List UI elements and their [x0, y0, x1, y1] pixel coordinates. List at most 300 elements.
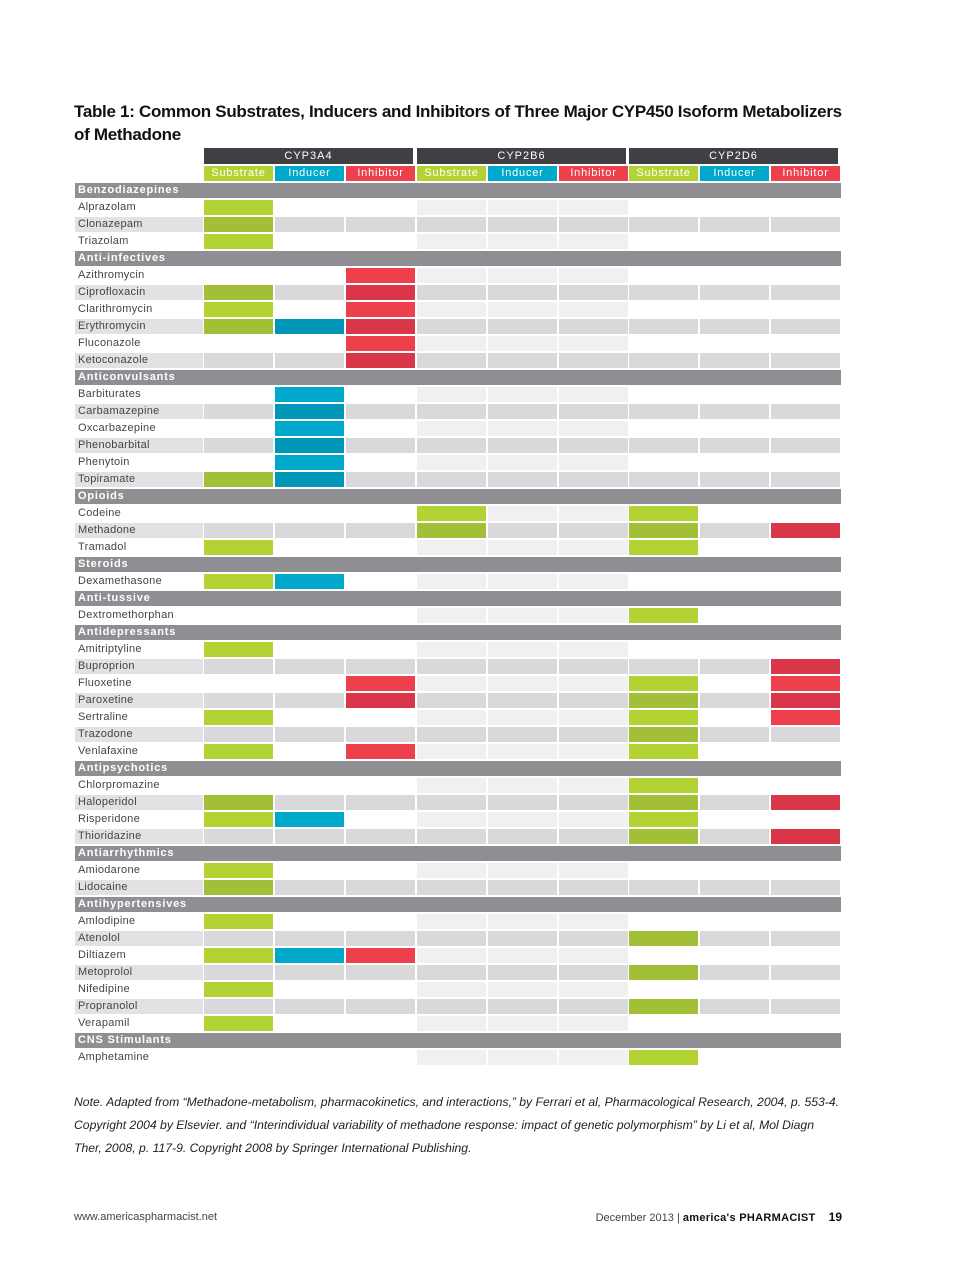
- matrix-cell: [275, 812, 344, 827]
- matrix-cell: [771, 999, 840, 1014]
- matrix-cell: [488, 421, 557, 436]
- matrix-cell: [275, 438, 344, 453]
- matrix-cell: [488, 285, 557, 300]
- matrix-cell: [417, 1016, 486, 1031]
- drug-name: Paroxetine: [78, 694, 134, 706]
- matrix-cell: [417, 353, 486, 368]
- matrix-cell: [204, 506, 273, 521]
- category-row: Anti-tussive: [75, 591, 841, 606]
- matrix-cell: [275, 1050, 344, 1065]
- role-header: Substrate: [417, 166, 486, 181]
- matrix-cell: [275, 931, 344, 946]
- matrix-cell: [559, 982, 628, 997]
- matrix-cell: [629, 829, 698, 844]
- matrix-cell: [559, 710, 628, 725]
- drug-name: Carbamazepine: [78, 405, 160, 417]
- matrix-cell: [346, 404, 415, 419]
- matrix-cell: [204, 319, 273, 334]
- drug-name: Amphetamine: [78, 1051, 150, 1063]
- matrix-cell: [204, 472, 273, 487]
- matrix-cell: [488, 472, 557, 487]
- matrix-cell: [417, 234, 486, 249]
- isoform-header: CYP2D6: [629, 148, 838, 164]
- drug-name: Fluoxetine: [78, 677, 132, 689]
- matrix-cell: [204, 710, 273, 725]
- matrix-cell: [629, 642, 698, 657]
- matrix-cell: [700, 455, 769, 470]
- matrix-cell: [488, 608, 557, 623]
- matrix-cell: [204, 234, 273, 249]
- matrix-cell: [346, 540, 415, 555]
- matrix-cell: [346, 217, 415, 232]
- matrix-cell: [275, 778, 344, 793]
- matrix-cell: [204, 693, 273, 708]
- matrix-cell: [417, 285, 486, 300]
- matrix-cell: [204, 1050, 273, 1065]
- matrix-cell: [346, 1050, 415, 1065]
- matrix-cell: [700, 710, 769, 725]
- drug-name: Amlodipine: [78, 915, 136, 927]
- matrix-cell: [346, 421, 415, 436]
- matrix-cell: [700, 387, 769, 402]
- matrix-cell: [346, 268, 415, 283]
- matrix-cell: [417, 880, 486, 895]
- matrix-cell: [771, 217, 840, 232]
- drug-name: Thioridazine: [78, 830, 142, 842]
- category-row: Opioids: [75, 489, 841, 504]
- matrix-cell: [275, 914, 344, 929]
- matrix-cell: [629, 965, 698, 980]
- drug-name: Diltiazem: [78, 949, 126, 961]
- matrix-cell: [700, 1016, 769, 1031]
- matrix-cell: [559, 914, 628, 929]
- matrix-cell: [629, 319, 698, 334]
- matrix-cell: [629, 999, 698, 1014]
- matrix-cell: [488, 863, 557, 878]
- drug-name: Azithromycin: [78, 269, 145, 281]
- matrix-cell: [629, 353, 698, 368]
- matrix-cell: [417, 1050, 486, 1065]
- matrix-cell: [771, 778, 840, 793]
- matrix-cell: [559, 727, 628, 742]
- matrix-cell: [275, 659, 344, 674]
- matrix-cell: [629, 710, 698, 725]
- matrix-cell: [204, 285, 273, 300]
- matrix-cell: [700, 931, 769, 946]
- table-title: Table 1: Common Substrates, Inducers and Inhibitors of Three Major CYP450 Isoform Metabolizers of Methadone: [74, 102, 842, 144]
- matrix-cell: [417, 642, 486, 657]
- matrix-cell: [771, 965, 840, 980]
- footer-issue: [596, 1210, 842, 1224]
- drug-name: Haloperidol: [78, 796, 137, 808]
- category-row: Antidepressants: [75, 625, 841, 640]
- matrix-cell: [417, 948, 486, 963]
- matrix-cell: [346, 727, 415, 742]
- matrix-cell: [275, 234, 344, 249]
- matrix-cell: [488, 234, 557, 249]
- matrix-cell: [204, 982, 273, 997]
- matrix-cell: [204, 863, 273, 878]
- drug-name: Fluconazole: [78, 337, 141, 349]
- matrix-cell: [771, 1016, 840, 1031]
- matrix-cell: [275, 948, 344, 963]
- matrix-cell: [346, 1016, 415, 1031]
- matrix-cell: [771, 336, 840, 351]
- category-row: Steroids: [75, 557, 841, 572]
- matrix-cell: [488, 778, 557, 793]
- matrix-cell: [417, 217, 486, 232]
- matrix-cell: [204, 574, 273, 589]
- matrix-cell: [204, 778, 273, 793]
- matrix-cell: [700, 302, 769, 317]
- matrix-cell: [488, 812, 557, 827]
- matrix-cell: [559, 642, 628, 657]
- matrix-cell: [488, 710, 557, 725]
- matrix-cell: [488, 1050, 557, 1065]
- matrix-cell: [417, 931, 486, 946]
- matrix-cell: [488, 659, 557, 674]
- matrix-cell: [417, 999, 486, 1014]
- matrix-cell: [700, 234, 769, 249]
- matrix-cell: [275, 727, 344, 742]
- matrix-cell: [204, 999, 273, 1014]
- matrix-cell: [771, 302, 840, 317]
- matrix-cell: [346, 914, 415, 929]
- matrix-cell: [559, 387, 628, 402]
- matrix-cell: [629, 523, 698, 538]
- matrix-cell: [559, 574, 628, 589]
- matrix-cell: [559, 812, 628, 827]
- drug-name: Nifedipine: [78, 983, 130, 995]
- matrix-cell: [346, 302, 415, 317]
- matrix-cell: [488, 404, 557, 419]
- drug-name: Atenolol: [78, 932, 121, 944]
- matrix-cell: [275, 710, 344, 725]
- page-number: 19: [828, 1210, 842, 1224]
- matrix-cell: [559, 829, 628, 844]
- matrix-cell: [488, 948, 557, 963]
- matrix-cell: [417, 829, 486, 844]
- matrix-cell: [559, 200, 628, 215]
- category-row: Anticonvulsants: [75, 370, 841, 385]
- matrix-cell: [417, 387, 486, 402]
- matrix-cell: [275, 982, 344, 997]
- matrix-cell: [700, 965, 769, 980]
- matrix-cell: [488, 829, 557, 844]
- drug-name: Clonazepam: [78, 218, 143, 230]
- matrix-cell: [559, 319, 628, 334]
- matrix-cell: [204, 931, 273, 946]
- footer-date: December 2013: [595, 1212, 674, 1224]
- matrix-cell: [700, 676, 769, 691]
- matrix-cell: [204, 455, 273, 470]
- matrix-cell: [275, 506, 344, 521]
- matrix-cell: [629, 387, 698, 402]
- matrix-cell: [488, 523, 557, 538]
- matrix-cell: [417, 268, 486, 283]
- matrix-cell: [346, 336, 415, 351]
- matrix-cell: [771, 880, 840, 895]
- matrix-cell: [771, 642, 840, 657]
- matrix-cell: [417, 523, 486, 538]
- drug-name: Barbiturates: [78, 388, 141, 400]
- drug-name: Dextromethorphan: [78, 609, 174, 621]
- matrix-cell: [700, 506, 769, 521]
- matrix-cell: [700, 540, 769, 555]
- matrix-cell: [275, 642, 344, 657]
- matrix-cell: [771, 608, 840, 623]
- matrix-cell: [700, 336, 769, 351]
- matrix-cell: [346, 863, 415, 878]
- matrix-cell: [700, 948, 769, 963]
- matrix-cell: [346, 438, 415, 453]
- matrix-cell: [771, 234, 840, 249]
- matrix-cell: [559, 659, 628, 674]
- matrix-cell: [629, 574, 698, 589]
- matrix-cell: [559, 931, 628, 946]
- matrix-cell: [417, 438, 486, 453]
- matrix-cell: [417, 421, 486, 436]
- matrix-cell: [417, 693, 486, 708]
- matrix-cell: [417, 455, 486, 470]
- matrix-cell: [346, 608, 415, 623]
- matrix-cell: [700, 727, 769, 742]
- role-header: Inhibitor: [771, 166, 840, 181]
- matrix-cell: [346, 642, 415, 657]
- matrix-cell: [629, 948, 698, 963]
- matrix-cell: [559, 438, 628, 453]
- matrix-cell: [417, 710, 486, 725]
- drug-name: Trazodone: [78, 728, 133, 740]
- matrix-cell: [700, 778, 769, 793]
- matrix-cell: [417, 965, 486, 980]
- matrix-cell: [629, 880, 698, 895]
- matrix-cell: [417, 914, 486, 929]
- matrix-cell: [629, 1016, 698, 1031]
- matrix-cell: [700, 795, 769, 810]
- matrix-cell: [700, 863, 769, 878]
- matrix-cell: [771, 438, 840, 453]
- drug-name: Phenytoin: [78, 456, 130, 468]
- matrix-cell: [488, 999, 557, 1014]
- matrix-cell: [559, 1050, 628, 1065]
- matrix-cell: [204, 1016, 273, 1031]
- matrix-cell: [275, 217, 344, 232]
- matrix-cell: [559, 540, 628, 555]
- matrix-cell: [629, 285, 698, 300]
- matrix-cell: [275, 829, 344, 844]
- matrix-cell: [488, 319, 557, 334]
- matrix-cell: [629, 455, 698, 470]
- matrix-cell: [559, 268, 628, 283]
- matrix-cell: [559, 778, 628, 793]
- matrix-cell: [417, 744, 486, 759]
- matrix-cell: [771, 727, 840, 742]
- matrix-cell: [771, 421, 840, 436]
- matrix-cell: [275, 421, 344, 436]
- matrix-cell: [346, 710, 415, 725]
- matrix-cell: [488, 965, 557, 980]
- matrix-cell: [204, 404, 273, 419]
- matrix-cell: [629, 336, 698, 351]
- matrix-cell: [346, 200, 415, 215]
- matrix-cell: [346, 778, 415, 793]
- matrix-cell: [417, 574, 486, 589]
- matrix-cell: [700, 268, 769, 283]
- matrix-cell: [559, 234, 628, 249]
- role-header: Inducer: [275, 166, 344, 181]
- matrix-cell: [488, 982, 557, 997]
- matrix-cell: [700, 438, 769, 453]
- matrix-cell: [275, 319, 344, 334]
- matrix-cell: [275, 608, 344, 623]
- matrix-cell: [700, 285, 769, 300]
- matrix-cell: [488, 744, 557, 759]
- matrix-cell: [488, 693, 557, 708]
- matrix-cell: [275, 472, 344, 487]
- matrix-cell: [771, 795, 840, 810]
- matrix-cell: [488, 574, 557, 589]
- matrix-cell: [559, 421, 628, 436]
- matrix-cell: [417, 676, 486, 691]
- matrix-cell: [417, 982, 486, 997]
- matrix-cell: [275, 1016, 344, 1031]
- matrix-cell: [629, 200, 698, 215]
- matrix-cell: [275, 574, 344, 589]
- matrix-cell: [629, 217, 698, 232]
- matrix-cell: [629, 608, 698, 623]
- matrix-cell: [771, 506, 840, 521]
- matrix-cell: [204, 336, 273, 351]
- matrix-cell: [346, 387, 415, 402]
- matrix-cell: [204, 829, 273, 844]
- matrix-cell: [700, 693, 769, 708]
- matrix-cell: [559, 472, 628, 487]
- matrix-cell: [346, 676, 415, 691]
- matrix-cell: [559, 965, 628, 980]
- matrix-cell: [488, 795, 557, 810]
- drug-name: Ciprofloxacin: [78, 286, 146, 298]
- matrix-cell: [700, 659, 769, 674]
- matrix-cell: [275, 880, 344, 895]
- matrix-cell: [559, 999, 628, 1014]
- drug-name: Alprazolam: [78, 201, 137, 213]
- matrix-cell: [700, 472, 769, 487]
- isoform-header: CYP3A4: [204, 148, 413, 164]
- matrix-cell: [204, 217, 273, 232]
- matrix-cell: [629, 795, 698, 810]
- matrix-cell: [771, 812, 840, 827]
- drug-name: Triazolam: [78, 235, 129, 247]
- matrix-cell: [275, 387, 344, 402]
- matrix-cell: [700, 200, 769, 215]
- matrix-cell: [559, 404, 628, 419]
- matrix-cell: [346, 812, 415, 827]
- matrix-cell: [275, 404, 344, 419]
- role-header: Inhibitor: [346, 166, 415, 181]
- matrix-cell: [771, 523, 840, 538]
- matrix-cell: [700, 404, 769, 419]
- category-row: Benzodiazepines: [75, 183, 841, 198]
- matrix-cell: [700, 829, 769, 844]
- matrix-cell: [488, 540, 557, 555]
- matrix-cell: [204, 812, 273, 827]
- drug-name: Chlorpromazine: [78, 779, 160, 791]
- matrix-cell: [488, 200, 557, 215]
- matrix-cell: [204, 744, 273, 759]
- matrix-cell: [559, 523, 628, 538]
- category-row: Anti-infectives: [75, 251, 841, 266]
- matrix-cell: [488, 931, 557, 946]
- role-header: Inducer: [700, 166, 769, 181]
- drug-name: Propranolol: [78, 1000, 138, 1012]
- matrix-cell: [488, 880, 557, 895]
- matrix-cell: [488, 1016, 557, 1031]
- matrix-cell: [488, 914, 557, 929]
- matrix-cell: [204, 268, 273, 283]
- matrix-cell: [629, 404, 698, 419]
- matrix-cell: [700, 982, 769, 997]
- matrix-cell: [629, 982, 698, 997]
- matrix-cell: [488, 727, 557, 742]
- matrix-cell: [275, 302, 344, 317]
- matrix-cell: [417, 319, 486, 334]
- category-row: Antihypertensives: [75, 897, 841, 912]
- matrix-cell: [771, 472, 840, 487]
- matrix-cell: [346, 829, 415, 844]
- matrix-cell: [346, 319, 415, 334]
- table-note: Note. Adapted from “Methadone-metabolism, pharmacokinetics, and interactions,” by Ferrari et al, Pharmacological Research, 2004, p. 553-4. Copyright 2004 by Elsevier. and “Interindividual variability of methadone response: impact of genetic polymorphism” by Li et al, Mol Diagn Ther, 2008, p. 117-9. Copyright 2008 by Springer International Publishing.: [74, 1095, 840, 1155]
- matrix-cell: [629, 234, 698, 249]
- matrix-cell: [204, 659, 273, 674]
- matrix-cell: [346, 948, 415, 963]
- matrix-cell: [488, 387, 557, 402]
- matrix-cell: [771, 863, 840, 878]
- matrix-cell: [700, 523, 769, 538]
- matrix-cell: [629, 438, 698, 453]
- matrix-cell: [559, 795, 628, 810]
- matrix-cell: [629, 676, 698, 691]
- matrix-cell: [771, 693, 840, 708]
- matrix-cell: [771, 982, 840, 997]
- matrix-cell: [275, 268, 344, 283]
- matrix-cell: [275, 523, 344, 538]
- matrix-cell: [346, 234, 415, 249]
- matrix-cell: [559, 880, 628, 895]
- drug-name: Dexamethasone: [78, 575, 163, 587]
- matrix-cell: [346, 574, 415, 589]
- matrix-cell: [771, 319, 840, 334]
- matrix-cell: [629, 1050, 698, 1065]
- matrix-cell: [346, 472, 415, 487]
- matrix-cell: [629, 778, 698, 793]
- role-header: Substrate: [204, 166, 273, 181]
- matrix-cell: [629, 863, 698, 878]
- matrix-cell: [275, 795, 344, 810]
- matrix-cell: [559, 948, 628, 963]
- matrix-cell: [417, 472, 486, 487]
- drug-name: Clarithromycin: [78, 303, 153, 315]
- matrix-cell: [417, 200, 486, 215]
- matrix-cell: [629, 812, 698, 827]
- matrix-cell: [771, 710, 840, 725]
- matrix-cell: [488, 438, 557, 453]
- matrix-cell: [771, 1050, 840, 1065]
- matrix-cell: [771, 200, 840, 215]
- role-header: Inducer: [488, 166, 557, 181]
- matrix-cell: [275, 336, 344, 351]
- matrix-cell: [559, 302, 628, 317]
